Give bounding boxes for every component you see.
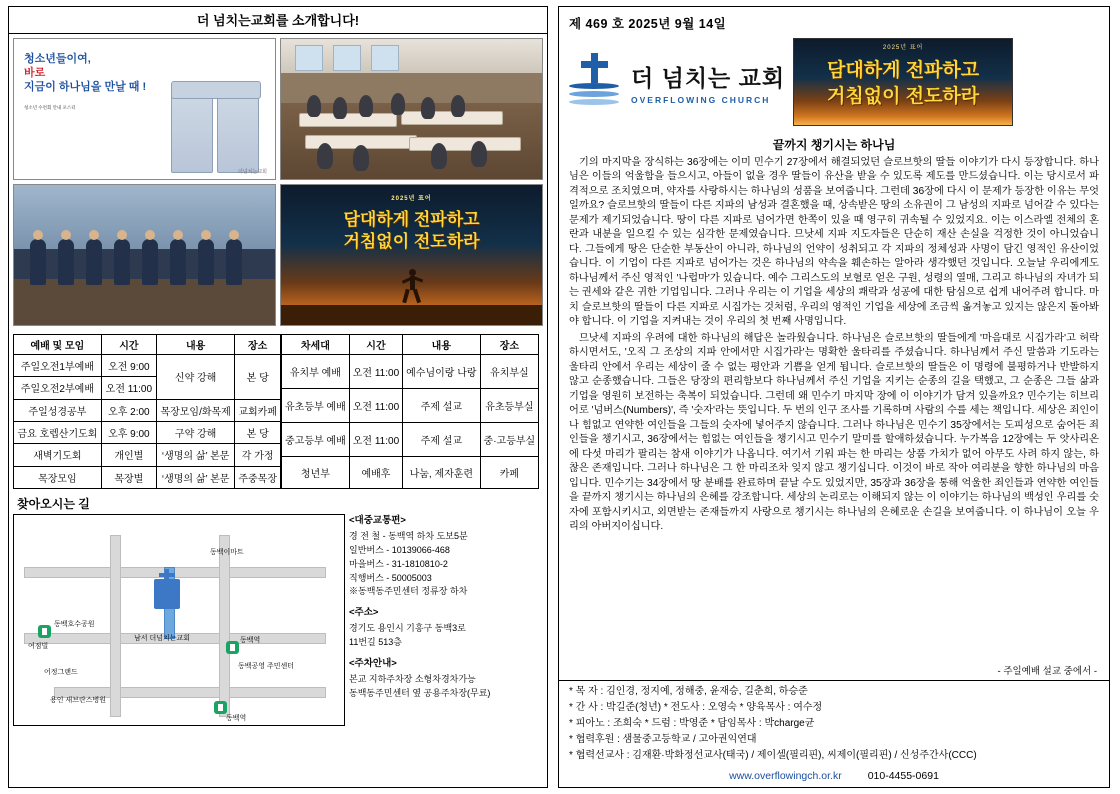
cell: 주일오전2부예배 (14, 377, 102, 399)
table-row (282, 457, 539, 489)
staff-line: * 협력선교사 : 김재환·박화정선교사(태국) / 제이셀(필리핀), 씨제이(필리핀) / 신성주간사(CCC) (569, 750, 977, 761)
website-link[interactable]: www.overflowingch.or.kr (729, 770, 842, 782)
cell: 오전 11:00 (349, 389, 402, 423)
cell: 구약 강해 (156, 421, 234, 443)
poster-youth-line1: 청소년들이여, (24, 53, 91, 65)
gen-th-2: 내용 (403, 335, 480, 355)
worship-th-2: 내용 (156, 335, 234, 355)
sermon-title: 끝까지 챙기시는 하나님 (772, 138, 896, 152)
table-row (14, 399, 281, 421)
poster-youth-logo: 더넘치는교회 (238, 169, 267, 175)
map-pin (38, 625, 51, 638)
cell: 유초등부 예배 (282, 389, 350, 423)
cell: 본 당 (235, 355, 281, 400)
staff-line: * 목 자 : 김인경, 정지예, 정해중, 윤재승, 길춘희, 하승준 (569, 686, 808, 697)
cell: 유치부 예배 (282, 355, 350, 389)
address-title: <주소> (349, 607, 379, 619)
photo-choir (13, 184, 276, 326)
cell: 중·고등부실 (480, 423, 539, 457)
map-pin (226, 641, 239, 654)
church-marker (154, 579, 180, 609)
map-label-dongbaek-station: 동백역 (240, 637, 261, 644)
photo-fellowship (280, 38, 543, 180)
table-row (282, 389, 539, 423)
cell: ‘생명의 삶’ 본문 (156, 466, 234, 488)
cell: 나눔, 제자훈련 (403, 457, 480, 489)
staff-line: * 간 사 : 박길준(청년) * 전도사 : 오영숙 * 양육목사 : 여수정 (569, 702, 823, 713)
parking-title: <주차안내> (349, 658, 397, 669)
transport-line: 직행버스 - 50005003 (349, 572, 432, 583)
phone-number: 010-4455-0691 (867, 770, 939, 782)
cell: 오후 9:00 (101, 421, 156, 443)
cell: 새벽기도회 (14, 444, 102, 466)
cell: 주일오전1부예배 (14, 355, 102, 377)
parking-line: 본교 지하주차장 소형차경차가능 (349, 673, 476, 684)
cell: 오전 11:00 (349, 355, 402, 389)
cell: 청년부 (282, 457, 350, 489)
sermon-body (559, 156, 1109, 662)
slogan-banner-year: 2025년 표어 (882, 45, 924, 51)
parking-line: 동백동주민센터 옆 공용주차장(무료) (349, 687, 491, 698)
cell: 본 당 (235, 421, 281, 443)
directions-section (9, 514, 547, 730)
cell: 오전 9:00 (101, 355, 156, 377)
address-line: 11번길 513층 (349, 637, 402, 648)
staff-line: * 협력후원 : 샘물중고등학교 / 고아권익연대 (569, 734, 757, 745)
cell: 목장별 (101, 466, 156, 488)
cell: 중고등부 예배 (282, 423, 350, 457)
map-label-yeojeong: 여점빌 (28, 643, 49, 650)
poster-slogan-line1: 담대하게 전파하고 (343, 210, 480, 229)
cell: 목장모임 (14, 466, 102, 488)
cell: 유치부실 (480, 355, 539, 389)
slogan-banner-line1: 담대하게 전파하고 (827, 60, 980, 81)
staff-list (559, 680, 1109, 766)
table-header-row (282, 335, 539, 355)
directions-title: 찾아오시는 길 (17, 497, 90, 511)
right-panel (558, 6, 1110, 788)
transport-line: 마을버스 - 31-1810810-2 (349, 558, 448, 569)
poster-youth-line2: 바로 (24, 66, 46, 79)
slogan-banner-line2: 거침없이 전도하라 (827, 86, 980, 107)
schedule-tables (9, 330, 547, 489)
poster-slogan (280, 184, 543, 326)
poster-slogan-line2: 거침없이 전도하라 (343, 232, 480, 251)
address-line: 경기도 용인시 기흥구 동백3로 (349, 623, 466, 634)
cell: 주제 설교 (403, 423, 480, 457)
table-row (282, 423, 539, 457)
issue-line: 제 469 호 2025년 9월 14일 (569, 17, 727, 31)
worship-table (13, 334, 281, 489)
cell: 개인별 (101, 444, 156, 466)
gen-th-0: 차세대 (282, 335, 350, 355)
address-block (349, 606, 539, 650)
cell: 교회카페 (235, 399, 281, 421)
sermon-paragraph: 기의 마지막을 장식하는 36장에는 이미 민수기 27장에서 해결되었던 슬로브핫의 딸들 이야기가 다시 등장합니다. 하나님은 이들의 억울함을 들으시고, 아들이 없을 경우 딸들이 유산을 받을 수 있도록 제도를 만드셨습니다. 이는 당시로서 파격적으로 조치였으며, 약자를 사랑하시는 하나님의 성품을 보여줍니다. 그런데 36장에 다시 이 문제가 등장한 이유는 무엇일까요? 슬로브핫의 딸들이 다른 지파의 남성과 결혼했을 때, 상속받은 땅의 소유권이 그 남성의 지파로 넘어갈 수 있다는 문제가 제기되었습니다. 땅이 다른 지파로 넘어가면 한쪽이 있을 때 영구히 귀속될 수 있었지요. 이는 이스라엘 전체의 혼란과 내분을 일으킬 수 있는 심각한 문제였습니다. 므낫세 지파 지도자들은 단순히 재산 손실을 걱정한 것이 아니었습니다. 그들에게 땅은 단순한 부동산이 아니라, 하나님의 언약이 성취되고 각 지파의 정체성과 사명이 담긴 영적인 유산이었습니다. 이 기업이 다른 지파로 넘어가는 것은 하나님의 약속을 훼손하는 알아라 생각했던 것입니다. 오늘날 우리에게도 하나님께서 주신 영적인 '나럽마'가 있습니다. 예수 그리스도의 보혈로 얻은 구원, 성령의 열매, 그리고 하나님의 자녀가 되는 권세와 같은 귀한 기업입니다. 그러나 우리는 이 기업을 세상의 쾌락과 성공에 대한 탐심으로 쉽게 내어주려 합니다. 마치 슬로브핫의 딸들이 다른 지파로 시집가는 것처럼, 우리의 영적인 기업을 세상에 조금씩 옮겨놓고 있지는 않은지 돌아봐야 합니다. 이 기업을 지켜내는 것이 우리의 첫 번째 사명입니다. (569, 157, 1099, 328)
left-title: 더 넘치는교회를 소개합니다! (9, 7, 547, 34)
poster-slogan-year: 2025년 표어 (391, 196, 432, 202)
left-panel (8, 6, 548, 788)
worship-th-3: 장소 (235, 335, 281, 355)
sermon-paragraph: 므낫세 지파의 우려에 대한 하나님의 해답은 놀라웠습니다. 하나님은 슬로브핫의 딸들에게 '마음대로 시집가라'고 허락하시면서도, '오직 그 조상의 지파 안에서만 시집가라'는 명확한 울타리를 주셨습니다. 하나님께서 주신 말씀과 기도라는 울타리 안에서 우리는 세상이 줄 수 없는 평안과 기쁨을 얻게 됩니다. 슬로브핫의 딸들은 이 명령에 불평하거나 반발하지 않고 순종했습니다. 그들은 당장의 편리함보다 하나님께서 주신 기업을 지키는 순종의 길을 택했고, 그 순종은 그들 삶과 기업을 영원히 보전하는 축복이 되었습니다. 그런데 왜 민수기 마지막 장에 이 이야기가 담겨 있을까요? 민수기는 히브리어로 '넘버스(Numbers)', 즉 '숫자'라는 뜻입니다. 두 번의 인구 조사를 기록하며 사람의 수를 세는 책입니다. 세상은 죄인이나 힘없고 연약한 여인들을 그들의 숫자에 넣어주지 않습니다. 그러나 하나님은 민수기 35장에서는 도피성으로 숨어든 죄인들을 챙기시고, 36장에서는 힘없는 여인들을 챙기시고 민수기 말미를 할애하셨습니다. 누가복음 12장에는 두 앗사리온에 다섯 마리가 팔리는 참새 이야기가 나옵니다. 여기서 기워 파는 한 마리는 상품 가치가 없어 아무도 사려 하지 않는, 하찮은 존재입니다. 그러나 하나님은 그 한 마리조차 잊지 않고 챙기십니다. 이것이 바로 작아 여리분을 향한 하나님의 마음입니다. 민수기는 34장에서 땅 분배를 완료하며 끝날 수도 있었지만, 35장과 36장을 통해 억울한 죄인들과 연약한 여인들을 끝까지 챙기시는 하나님의 은혜를 강조합니다. 세상의 논리로는 이해되지 않는 이 이야기는 하나님의 백성인 우리를 숫자에 포함시키시고, 외면받는 존재들까지 사랑으로 챙기시는 하나님의 은혜로운 손길을 보여줍니다. 이 하나님이 오늘 우리의 아버지이십니다. (569, 332, 1100, 533)
cell: 카페 (480, 457, 539, 489)
photo-grid (9, 34, 547, 330)
transport-line: 경 전 철 - 동백역 하차 도보5분 (349, 530, 468, 541)
map-label-hospital: 용인 새브란스병원 (50, 697, 107, 704)
table-header-row (14, 335, 281, 355)
church-logo-icon (565, 53, 623, 111)
transport-line: 일반버스 - 10139066-468 (349, 544, 450, 555)
cell: 신약 강해 (156, 355, 234, 400)
brand-text (631, 60, 785, 105)
parking-block (349, 657, 539, 701)
map-label-dongbaek-station-2: 동백역 (226, 715, 247, 722)
transport-block (349, 514, 539, 599)
map-label-eojeong-grand: 어정그랜드 (44, 669, 78, 676)
brand-name-en: OVERFLOWING CHURCH (631, 94, 771, 105)
map-label-lake-park: 동백호수공원 (54, 621, 95, 628)
brand-name-kr: 더 넘치는 교회 (631, 64, 786, 91)
jeans-graphic (169, 69, 261, 173)
map-label-church: 남서 더넘치는교회 (134, 635, 191, 642)
table-row (14, 421, 281, 443)
transport-title: <대중교통편> (349, 515, 406, 526)
location-map (13, 514, 345, 726)
table-row (14, 355, 281, 377)
cell: 오전 11:00 (349, 423, 402, 457)
cell: 예수님이랑 나랑 (403, 355, 480, 389)
cell: 예배후 (349, 457, 402, 489)
brand-row (559, 36, 1109, 132)
worship-th-1: 시간 (101, 335, 156, 355)
worship-th-0: 예배 및 모임 (14, 335, 102, 355)
map-label-dongbaek-mart: 동백이마트 (210, 549, 244, 556)
generation-table (281, 334, 539, 489)
map-label-community-center: 동백공영 주민센터 (238, 663, 295, 670)
cell: ‘생명의 삶’ 본문 (156, 444, 234, 466)
poster-youth-text (24, 53, 146, 94)
masthead (559, 7, 1109, 132)
table-row (14, 466, 281, 488)
poster-youth-line3: 지금이 하나님을 만날 때 ! (24, 80, 147, 93)
cell: 오전 11:00 (101, 377, 156, 399)
poster-youth (13, 38, 276, 180)
gen-th-1: 시간 (349, 335, 402, 355)
footer (559, 766, 1109, 787)
cell: 주제 설교 (403, 389, 480, 423)
directions-info (349, 514, 539, 726)
runner-silhouette (400, 269, 424, 303)
gen-th-3: 장소 (480, 335, 539, 355)
cell: 오후 2:00 (101, 399, 156, 421)
transport-line: ※동백동주민센터 정류장 하차 (349, 586, 468, 597)
cell: 각 가정 (235, 444, 281, 466)
slogan-banner (793, 38, 1013, 126)
poster-youth-subtext: 청소년 수련회 안내 포스터 (24, 105, 76, 110)
cell: 주중목장 (235, 466, 281, 488)
table-row (282, 355, 539, 389)
cell: 주일성경공부 (14, 399, 102, 421)
cell: 금요 호렙산기도회 (14, 421, 102, 443)
staff-line: * 피아노 : 조희숙 * 드럼 : 박영준 * 담임목사 : 박charge균 (569, 718, 815, 729)
cell: 유초등부실 (480, 389, 539, 423)
sermon-signature: - 주일예배 설교 중에서 - (997, 666, 1097, 677)
table-row (14, 444, 281, 466)
cell: 목장모임/화목제 (156, 399, 234, 421)
